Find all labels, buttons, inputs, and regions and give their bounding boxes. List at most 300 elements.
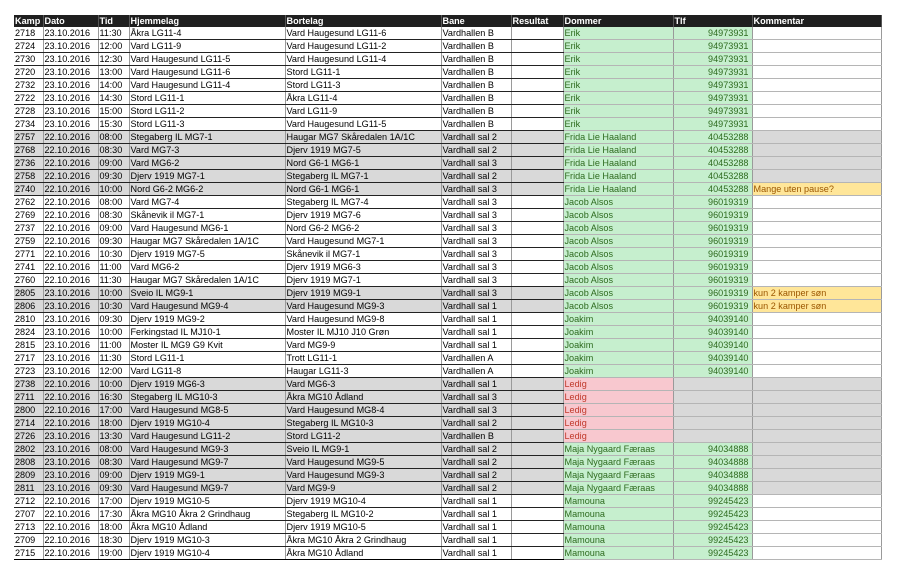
cell-bortelag[interactable]: Vard Haugesund MG9-5 — [285, 456, 441, 469]
cell-dommer[interactable]: Erik — [563, 27, 673, 40]
cell-bortelag[interactable]: Trott LG11-1 — [285, 352, 441, 365]
cell-tid[interactable]: 17:30 — [98, 508, 129, 521]
cell-tlf[interactable]: 94973931 — [673, 40, 752, 53]
cell-dommer[interactable]: Joakim — [563, 313, 673, 326]
cell-kommentar[interactable] — [752, 326, 881, 339]
cell-bortelag[interactable]: Stord LG11-1 — [285, 66, 441, 79]
cell-bane[interactable]: Vardhall sal 3 — [441, 287, 511, 300]
cell-kommentar[interactable] — [752, 144, 881, 157]
cell-tlf[interactable]: 96019319 — [673, 209, 752, 222]
cell-bane[interactable]: Vardhall sal 2 — [441, 456, 511, 469]
cell-dato[interactable]: 23.10.2016 — [43, 339, 98, 352]
cell-bortelag[interactable]: Vard Haugesund MG9-3 — [285, 300, 441, 313]
cell-kamp[interactable]: 2709 — [14, 534, 43, 547]
cell-dommer[interactable]: Mamouna — [563, 547, 673, 560]
cell-resultat[interactable] — [511, 209, 563, 222]
cell-dommer[interactable]: Ledig — [563, 404, 673, 417]
cell-kamp[interactable]: 2800 — [14, 404, 43, 417]
cell-dommer[interactable]: Erik — [563, 105, 673, 118]
cell-bane[interactable]: Vardhall sal 2 — [441, 144, 511, 157]
cell-kommentar[interactable] — [752, 521, 881, 534]
cell-tid[interactable]: 09:30 — [98, 482, 129, 495]
cell-tlf[interactable]: 94973931 — [673, 53, 752, 66]
cell-resultat[interactable] — [511, 131, 563, 144]
cell-resultat[interactable] — [511, 27, 563, 40]
cell-kamp[interactable]: 2720 — [14, 66, 43, 79]
cell-tlf[interactable] — [673, 391, 752, 404]
cell-hjemmelag[interactable]: Vard Haugesund MG9-3 — [129, 443, 285, 456]
cell-hjemmelag[interactable]: Stegaberg IL MG10-3 — [129, 391, 285, 404]
cell-tid[interactable]: 16:30 — [98, 391, 129, 404]
cell-tid[interactable]: 09:30 — [98, 235, 129, 248]
cell-tlf[interactable]: 96019319 — [673, 222, 752, 235]
cell-bane[interactable]: Vardhall sal 3 — [441, 222, 511, 235]
cell-kommentar[interactable] — [752, 495, 881, 508]
cell-dommer[interactable]: Jacob Alsos — [563, 287, 673, 300]
cell-kamp[interactable]: 2769 — [14, 209, 43, 222]
cell-resultat[interactable] — [511, 352, 563, 365]
cell-tid[interactable]: 10:00 — [98, 183, 129, 196]
cell-dommer[interactable]: Erik — [563, 118, 673, 131]
header-resultat[interactable]: Resultat — [511, 15, 563, 27]
cell-bortelag[interactable]: Nord G6-1 MG6-1 — [285, 183, 441, 196]
cell-dato[interactable]: 22.10.2016 — [43, 508, 98, 521]
cell-kommentar[interactable] — [752, 222, 881, 235]
cell-dommer[interactable]: Mamouna — [563, 534, 673, 547]
cell-dato[interactable]: 23.10.2016 — [43, 66, 98, 79]
cell-bane[interactable]: Vardhall sal 1 — [441, 521, 511, 534]
cell-bortelag[interactable]: Vard Haugesund MG7-1 — [285, 235, 441, 248]
cell-tlf[interactable]: 94039140 — [673, 352, 752, 365]
cell-resultat[interactable] — [511, 92, 563, 105]
cell-dommer[interactable]: Joakim — [563, 352, 673, 365]
cell-kommentar[interactable] — [752, 417, 881, 430]
cell-kamp[interactable]: 2811 — [14, 482, 43, 495]
cell-hjemmelag[interactable]: Djerv 1919 MG9-2 — [129, 313, 285, 326]
cell-kommentar[interactable] — [752, 469, 881, 482]
cell-tid[interactable]: 10:00 — [98, 378, 129, 391]
cell-dommer[interactable]: Maja Nygaard Færaas — [563, 443, 673, 456]
cell-tlf[interactable]: 96019319 — [673, 274, 752, 287]
cell-resultat[interactable] — [511, 248, 563, 261]
cell-bortelag[interactable]: Djerv 1919 MG9-1 — [285, 287, 441, 300]
cell-dommer[interactable]: Joakim — [563, 326, 673, 339]
cell-tid[interactable]: 18:00 — [98, 521, 129, 534]
cell-dommer[interactable]: Erik — [563, 66, 673, 79]
cell-hjemmelag[interactable]: Djerv 1919 MG10-3 — [129, 534, 285, 547]
cell-bortelag[interactable]: Åkra MG10 Ådland — [285, 391, 441, 404]
cell-bortelag[interactable]: Stegaberg IL MG7-4 — [285, 196, 441, 209]
cell-kommentar[interactable] — [752, 274, 881, 287]
cell-bane[interactable]: Vardhall sal 1 — [441, 313, 511, 326]
cell-tlf[interactable]: 99245423 — [673, 547, 752, 560]
cell-bane[interactable]: Vardhall sal 2 — [441, 482, 511, 495]
cell-bortelag[interactable]: Vard Haugesund LG11-2 — [285, 40, 441, 53]
cell-kommentar[interactable] — [752, 534, 881, 547]
cell-kamp[interactable]: 2738 — [14, 378, 43, 391]
cell-tid[interactable]: 08:30 — [98, 209, 129, 222]
cell-tlf[interactable] — [673, 404, 752, 417]
cell-dato[interactable]: 23.10.2016 — [43, 300, 98, 313]
cell-kommentar[interactable] — [752, 53, 881, 66]
cell-bortelag[interactable]: Moster IL MJ10 J10 Grøn — [285, 326, 441, 339]
cell-hjemmelag[interactable]: Stord LG11-1 — [129, 92, 285, 105]
cell-bane[interactable]: Vardhall sal 3 — [441, 183, 511, 196]
cell-bortelag[interactable]: Djerv 1919 MG7-5 — [285, 144, 441, 157]
cell-bane[interactable]: Vardhall sal 1 — [441, 339, 511, 352]
cell-tid[interactable]: 18:30 — [98, 534, 129, 547]
cell-kamp[interactable]: 2718 — [14, 27, 43, 40]
cell-dato[interactable]: 23.10.2016 — [43, 365, 98, 378]
cell-dato[interactable]: 23.10.2016 — [43, 27, 98, 40]
cell-tid[interactable]: 10:00 — [98, 287, 129, 300]
cell-hjemmelag[interactable]: Djerv 1919 MG7-5 — [129, 248, 285, 261]
header-dommer[interactable]: Dommer — [563, 15, 673, 27]
cell-kamp[interactable]: 2762 — [14, 196, 43, 209]
cell-tlf[interactable]: 40453288 — [673, 170, 752, 183]
cell-bortelag[interactable]: Vard Haugesund MG9-8 — [285, 313, 441, 326]
cell-tid[interactable]: 15:30 — [98, 118, 129, 131]
cell-hjemmelag[interactable]: Vard Haugesund MG9-4 — [129, 300, 285, 313]
cell-kommentar[interactable] — [752, 248, 881, 261]
cell-bane[interactable]: Vardhall sal 1 — [441, 495, 511, 508]
cell-dato[interactable]: 23.10.2016 — [43, 53, 98, 66]
cell-kamp[interactable]: 2724 — [14, 40, 43, 53]
cell-hjemmelag[interactable]: Stegaberg IL MG7-1 — [129, 131, 285, 144]
cell-bane[interactable]: Vardhallen B — [441, 118, 511, 131]
cell-kamp[interactable]: 2737 — [14, 222, 43, 235]
cell-dommer[interactable]: Mamouna — [563, 508, 673, 521]
cell-dommer[interactable]: Maja Nygaard Færaas — [563, 482, 673, 495]
cell-resultat[interactable] — [511, 547, 563, 560]
cell-tlf[interactable]: 99245423 — [673, 508, 752, 521]
cell-resultat[interactable] — [511, 430, 563, 443]
cell-resultat[interactable] — [511, 170, 563, 183]
cell-resultat[interactable] — [511, 40, 563, 53]
cell-tid[interactable]: 10:00 — [98, 326, 129, 339]
cell-dato[interactable]: 22.10.2016 — [43, 417, 98, 430]
cell-resultat[interactable] — [511, 456, 563, 469]
cell-resultat[interactable] — [511, 482, 563, 495]
cell-kommentar[interactable] — [752, 157, 881, 170]
cell-tid[interactable]: 13:30 — [98, 430, 129, 443]
cell-kamp[interactable]: 2728 — [14, 105, 43, 118]
cell-bortelag[interactable]: Djerv 1919 MG10-5 — [285, 521, 441, 534]
cell-resultat[interactable] — [511, 469, 563, 482]
cell-bortelag[interactable]: Nord G6-1 MG6-1 — [285, 157, 441, 170]
cell-resultat[interactable] — [511, 313, 563, 326]
cell-kamp[interactable]: 2806 — [14, 300, 43, 313]
cell-hjemmelag[interactable]: Vard MG7-4 — [129, 196, 285, 209]
cell-bane[interactable]: Vardhall sal 1 — [441, 508, 511, 521]
cell-bortelag[interactable]: Vard Haugesund LG11-6 — [285, 27, 441, 40]
cell-bortelag[interactable]: Djerv 1919 MG7-6 — [285, 209, 441, 222]
cell-bortelag[interactable]: Vard Haugesund LG11-4 — [285, 53, 441, 66]
cell-kommentar[interactable] — [752, 170, 881, 183]
cell-bane[interactable]: Vardhall sal 3 — [441, 235, 511, 248]
cell-kamp[interactable]: 2759 — [14, 235, 43, 248]
cell-kamp[interactable]: 2712 — [14, 495, 43, 508]
cell-tid[interactable]: 09:00 — [98, 157, 129, 170]
cell-tlf[interactable]: 94973931 — [673, 92, 752, 105]
cell-kommentar[interactable] — [752, 131, 881, 144]
cell-tlf[interactable]: 94039140 — [673, 313, 752, 326]
cell-dato[interactable]: 23.10.2016 — [43, 430, 98, 443]
cell-hjemmelag[interactable]: Vard LG11-8 — [129, 365, 285, 378]
cell-tlf[interactable]: 99245423 — [673, 534, 752, 547]
cell-kamp[interactable]: 2730 — [14, 53, 43, 66]
cell-tlf[interactable]: 96019319 — [673, 300, 752, 313]
cell-tid[interactable]: 11:00 — [98, 339, 129, 352]
cell-resultat[interactable] — [511, 417, 563, 430]
cell-resultat[interactable] — [511, 326, 563, 339]
cell-bortelag[interactable]: Djerv 1919 MG7-1 — [285, 274, 441, 287]
cell-dato[interactable]: 23.10.2016 — [43, 313, 98, 326]
cell-tlf[interactable] — [673, 430, 752, 443]
cell-dato[interactable]: 22.10.2016 — [43, 144, 98, 157]
cell-hjemmelag[interactable]: Åkra MG10 Ådland — [129, 521, 285, 534]
cell-resultat[interactable] — [511, 66, 563, 79]
cell-dato[interactable]: 23.10.2016 — [43, 352, 98, 365]
cell-bortelag[interactable]: Djerv 1919 MG6-3 — [285, 261, 441, 274]
cell-bortelag[interactable]: Stord LG11-2 — [285, 430, 441, 443]
cell-resultat[interactable] — [511, 222, 563, 235]
cell-resultat[interactable] — [511, 274, 563, 287]
cell-kamp[interactable]: 2824 — [14, 326, 43, 339]
cell-dato[interactable]: 23.10.2016 — [43, 118, 98, 131]
cell-tlf[interactable]: 96019319 — [673, 235, 752, 248]
cell-bortelag[interactable]: Vard MG6-3 — [285, 378, 441, 391]
cell-tlf[interactable]: 94039140 — [673, 365, 752, 378]
cell-dato[interactable]: 23.10.2016 — [43, 469, 98, 482]
cell-dommer[interactable]: Frida Lie Haaland — [563, 170, 673, 183]
cell-dato[interactable]: 22.10.2016 — [43, 404, 98, 417]
header-dato[interactable]: Dato — [43, 15, 98, 27]
cell-dato[interactable]: 22.10.2016 — [43, 248, 98, 261]
cell-dommer[interactable]: Jacob Alsos — [563, 196, 673, 209]
cell-hjemmelag[interactable]: Vard MG6-2 — [129, 261, 285, 274]
cell-dommer[interactable]: Erik — [563, 53, 673, 66]
cell-kommentar[interactable] — [752, 456, 881, 469]
cell-kamp[interactable]: 2734 — [14, 118, 43, 131]
cell-dato[interactable]: 22.10.2016 — [43, 534, 98, 547]
cell-dommer[interactable]: Ledig — [563, 430, 673, 443]
cell-hjemmelag[interactable]: Djerv 1919 MG9-1 — [129, 469, 285, 482]
cell-tid[interactable]: 09:30 — [98, 313, 129, 326]
cell-kamp[interactable]: 2713 — [14, 521, 43, 534]
cell-tid[interactable]: 12:00 — [98, 365, 129, 378]
cell-bane[interactable]: Vardhallen B — [441, 92, 511, 105]
cell-tlf[interactable]: 94973931 — [673, 66, 752, 79]
cell-tlf[interactable]: 94034888 — [673, 482, 752, 495]
cell-kommentar[interactable] — [752, 40, 881, 53]
cell-tlf[interactable]: 94973931 — [673, 79, 752, 92]
cell-hjemmelag[interactable]: Vard LG11-9 — [129, 40, 285, 53]
cell-dommer[interactable]: Jacob Alsos — [563, 274, 673, 287]
cell-resultat[interactable] — [511, 53, 563, 66]
cell-kommentar[interactable] — [752, 508, 881, 521]
cell-hjemmelag[interactable]: Djerv 1919 MG10-4 — [129, 417, 285, 430]
cell-dommer[interactable]: Jacob Alsos — [563, 261, 673, 274]
cell-resultat[interactable] — [511, 144, 563, 157]
cell-tlf[interactable] — [673, 378, 752, 391]
cell-bortelag[interactable]: Haugar MG7 Skåredalen 1A/1C — [285, 131, 441, 144]
cell-tlf[interactable]: 94034888 — [673, 456, 752, 469]
cell-tid[interactable]: 08:00 — [98, 131, 129, 144]
cell-bane[interactable]: Vardhallen B — [441, 105, 511, 118]
cell-resultat[interactable] — [511, 378, 563, 391]
cell-bortelag[interactable]: Haugar LG11-3 — [285, 365, 441, 378]
header-tid[interactable]: Tid — [98, 15, 129, 27]
cell-bane[interactable]: Vardhallen A — [441, 352, 511, 365]
cell-kamp[interactable]: 2760 — [14, 274, 43, 287]
cell-bane[interactable]: Vardhallen B — [441, 66, 511, 79]
cell-tid[interactable]: 08:30 — [98, 456, 129, 469]
cell-kommentar[interactable] — [752, 27, 881, 40]
header-bortelag[interactable]: Bortelag — [285, 15, 441, 27]
cell-resultat[interactable] — [511, 300, 563, 313]
cell-dommer[interactable]: Maja Nygaard Færaas — [563, 469, 673, 482]
cell-bane[interactable]: Vardhallen B — [441, 53, 511, 66]
cell-bortelag[interactable]: Djerv 1919 MG10-4 — [285, 495, 441, 508]
cell-resultat[interactable] — [511, 105, 563, 118]
cell-hjemmelag[interactable]: Vard Haugesund MG8-5 — [129, 404, 285, 417]
cell-tid[interactable]: 10:30 — [98, 248, 129, 261]
cell-kamp[interactable]: 2768 — [14, 144, 43, 157]
cell-kamp[interactable]: 2726 — [14, 430, 43, 443]
cell-dommer[interactable]: Jacob Alsos — [563, 235, 673, 248]
cell-kamp[interactable]: 2810 — [14, 313, 43, 326]
cell-tid[interactable]: 09:30 — [98, 170, 129, 183]
cell-dommer[interactable]: Frida Lie Haaland — [563, 183, 673, 196]
cell-hjemmelag[interactable]: Vard MG7-3 — [129, 144, 285, 157]
cell-dommer[interactable]: Erik — [563, 92, 673, 105]
cell-dommer[interactable]: Maja Nygaard Færaas — [563, 456, 673, 469]
cell-tlf[interactable]: 40453288 — [673, 144, 752, 157]
cell-hjemmelag[interactable]: Åkra MG10 Åkra 2 Grindhaug — [129, 508, 285, 521]
cell-tid[interactable]: 18:00 — [98, 417, 129, 430]
cell-bane[interactable]: Vardhall sal 2 — [441, 443, 511, 456]
cell-dato[interactable]: 23.10.2016 — [43, 287, 98, 300]
cell-dommer[interactable]: Jacob Alsos — [563, 248, 673, 261]
cell-dato[interactable]: 22.10.2016 — [43, 209, 98, 222]
cell-kamp[interactable]: 2732 — [14, 79, 43, 92]
cell-resultat[interactable] — [511, 287, 563, 300]
cell-dato[interactable]: 22.10.2016 — [43, 547, 98, 560]
cell-hjemmelag[interactable]: Djerv 1919 MG7-1 — [129, 170, 285, 183]
cell-hjemmelag[interactable]: Åkra LG11-4 — [129, 27, 285, 40]
cell-tid[interactable]: 14:30 — [98, 92, 129, 105]
cell-tid[interactable]: 15:00 — [98, 105, 129, 118]
cell-bortelag[interactable]: Vard LG11-9 — [285, 105, 441, 118]
cell-dommer[interactable]: Jacob Alsos — [563, 222, 673, 235]
cell-hjemmelag[interactable]: Vard Haugesund MG9-7 — [129, 482, 285, 495]
cell-hjemmelag[interactable]: Haugar MG7 Skåredalen 1A/1C — [129, 274, 285, 287]
cell-kamp[interactable]: 2740 — [14, 183, 43, 196]
cell-bane[interactable]: Vardhallen B — [441, 27, 511, 40]
cell-bortelag[interactable]: Vard Haugesund MG9-3 — [285, 469, 441, 482]
cell-kamp[interactable]: 2707 — [14, 508, 43, 521]
cell-kamp[interactable]: 2717 — [14, 352, 43, 365]
cell-bane[interactable]: Vardhall sal 1 — [441, 300, 511, 313]
cell-resultat[interactable] — [511, 183, 563, 196]
cell-bane[interactable]: Vardhall sal 1 — [441, 534, 511, 547]
cell-tid[interactable]: 12:00 — [98, 40, 129, 53]
cell-bane[interactable]: Vardhall sal 3 — [441, 157, 511, 170]
cell-hjemmelag[interactable]: Moster IL MG9 G9 Kvit — [129, 339, 285, 352]
cell-kommentar[interactable]: Mange uten pause? — [752, 183, 881, 196]
cell-hjemmelag[interactable]: Djerv 1919 MG10-4 — [129, 547, 285, 560]
cell-kommentar[interactable] — [752, 391, 881, 404]
cell-dato[interactable]: 22.10.2016 — [43, 495, 98, 508]
cell-bortelag[interactable]: Stegaberg IL MG10-3 — [285, 417, 441, 430]
cell-tid[interactable]: 17:00 — [98, 404, 129, 417]
cell-bortelag[interactable]: Åkra MG10 Åkra 2 Grindhaug — [285, 534, 441, 547]
cell-dato[interactable]: 22.10.2016 — [43, 222, 98, 235]
cell-kommentar[interactable] — [752, 339, 881, 352]
cell-kommentar[interactable] — [752, 118, 881, 131]
cell-hjemmelag[interactable]: Vard Haugesund LG11-4 — [129, 79, 285, 92]
cell-hjemmelag[interactable]: Vard Haugesund MG9-7 — [129, 456, 285, 469]
cell-kamp[interactable]: 2815 — [14, 339, 43, 352]
cell-dommer[interactable]: Jacob Alsos — [563, 300, 673, 313]
cell-bortelag[interactable]: Sveio IL MG9-1 — [285, 443, 441, 456]
cell-bane[interactable]: Vardhall sal 3 — [441, 261, 511, 274]
cell-dommer[interactable]: Mamouna — [563, 521, 673, 534]
cell-kamp[interactable]: 2757 — [14, 131, 43, 144]
cell-resultat[interactable] — [511, 79, 563, 92]
cell-hjemmelag[interactable]: Haugar MG7 Skåredalen 1A/1C — [129, 235, 285, 248]
cell-hjemmelag[interactable]: Vard Haugesund LG11-2 — [129, 430, 285, 443]
cell-kommentar[interactable] — [752, 404, 881, 417]
cell-tlf[interactable]: 96019319 — [673, 196, 752, 209]
cell-tlf[interactable]: 94034888 — [673, 443, 752, 456]
header-tlf[interactable]: Tlf — [673, 15, 752, 27]
cell-resultat[interactable] — [511, 521, 563, 534]
cell-kamp[interactable]: 2808 — [14, 456, 43, 469]
cell-dato[interactable]: 22.10.2016 — [43, 378, 98, 391]
cell-kommentar[interactable] — [752, 482, 881, 495]
cell-dommer[interactable]: Ledig — [563, 378, 673, 391]
cell-kommentar[interactable] — [752, 235, 881, 248]
cell-bortelag[interactable]: Vard Haugesund MG8-4 — [285, 404, 441, 417]
cell-kommentar[interactable] — [752, 79, 881, 92]
cell-bortelag[interactable]: Nord G6-2 MG6-2 — [285, 222, 441, 235]
cell-bortelag[interactable]: Skånevik il MG7-1 — [285, 248, 441, 261]
cell-hjemmelag[interactable]: Vard Haugesund MG6-1 — [129, 222, 285, 235]
cell-resultat[interactable] — [511, 508, 563, 521]
cell-kommentar[interactable] — [752, 196, 881, 209]
cell-kamp[interactable]: 2802 — [14, 443, 43, 456]
cell-kamp[interactable]: 2809 — [14, 469, 43, 482]
cell-dato[interactable]: 22.10.2016 — [43, 196, 98, 209]
cell-tid[interactable]: 08:00 — [98, 443, 129, 456]
cell-tlf[interactable]: 40453288 — [673, 183, 752, 196]
cell-resultat[interactable] — [511, 534, 563, 547]
cell-kommentar[interactable] — [752, 261, 881, 274]
cell-bortelag[interactable]: Vard MG9-9 — [285, 339, 441, 352]
cell-resultat[interactable] — [511, 365, 563, 378]
cell-bane[interactable]: Vardhall sal 2 — [441, 469, 511, 482]
cell-dommer[interactable]: Frida Lie Haaland — [563, 157, 673, 170]
cell-dato[interactable]: 23.10.2016 — [43, 40, 98, 53]
cell-kommentar[interactable] — [752, 365, 881, 378]
cell-dato[interactable]: 22.10.2016 — [43, 521, 98, 534]
cell-tid[interactable]: 11:30 — [98, 27, 129, 40]
cell-dato[interactable]: 23.10.2016 — [43, 443, 98, 456]
cell-dato[interactable]: 22.10.2016 — [43, 131, 98, 144]
cell-bane[interactable]: Vardhall sal 2 — [441, 131, 511, 144]
